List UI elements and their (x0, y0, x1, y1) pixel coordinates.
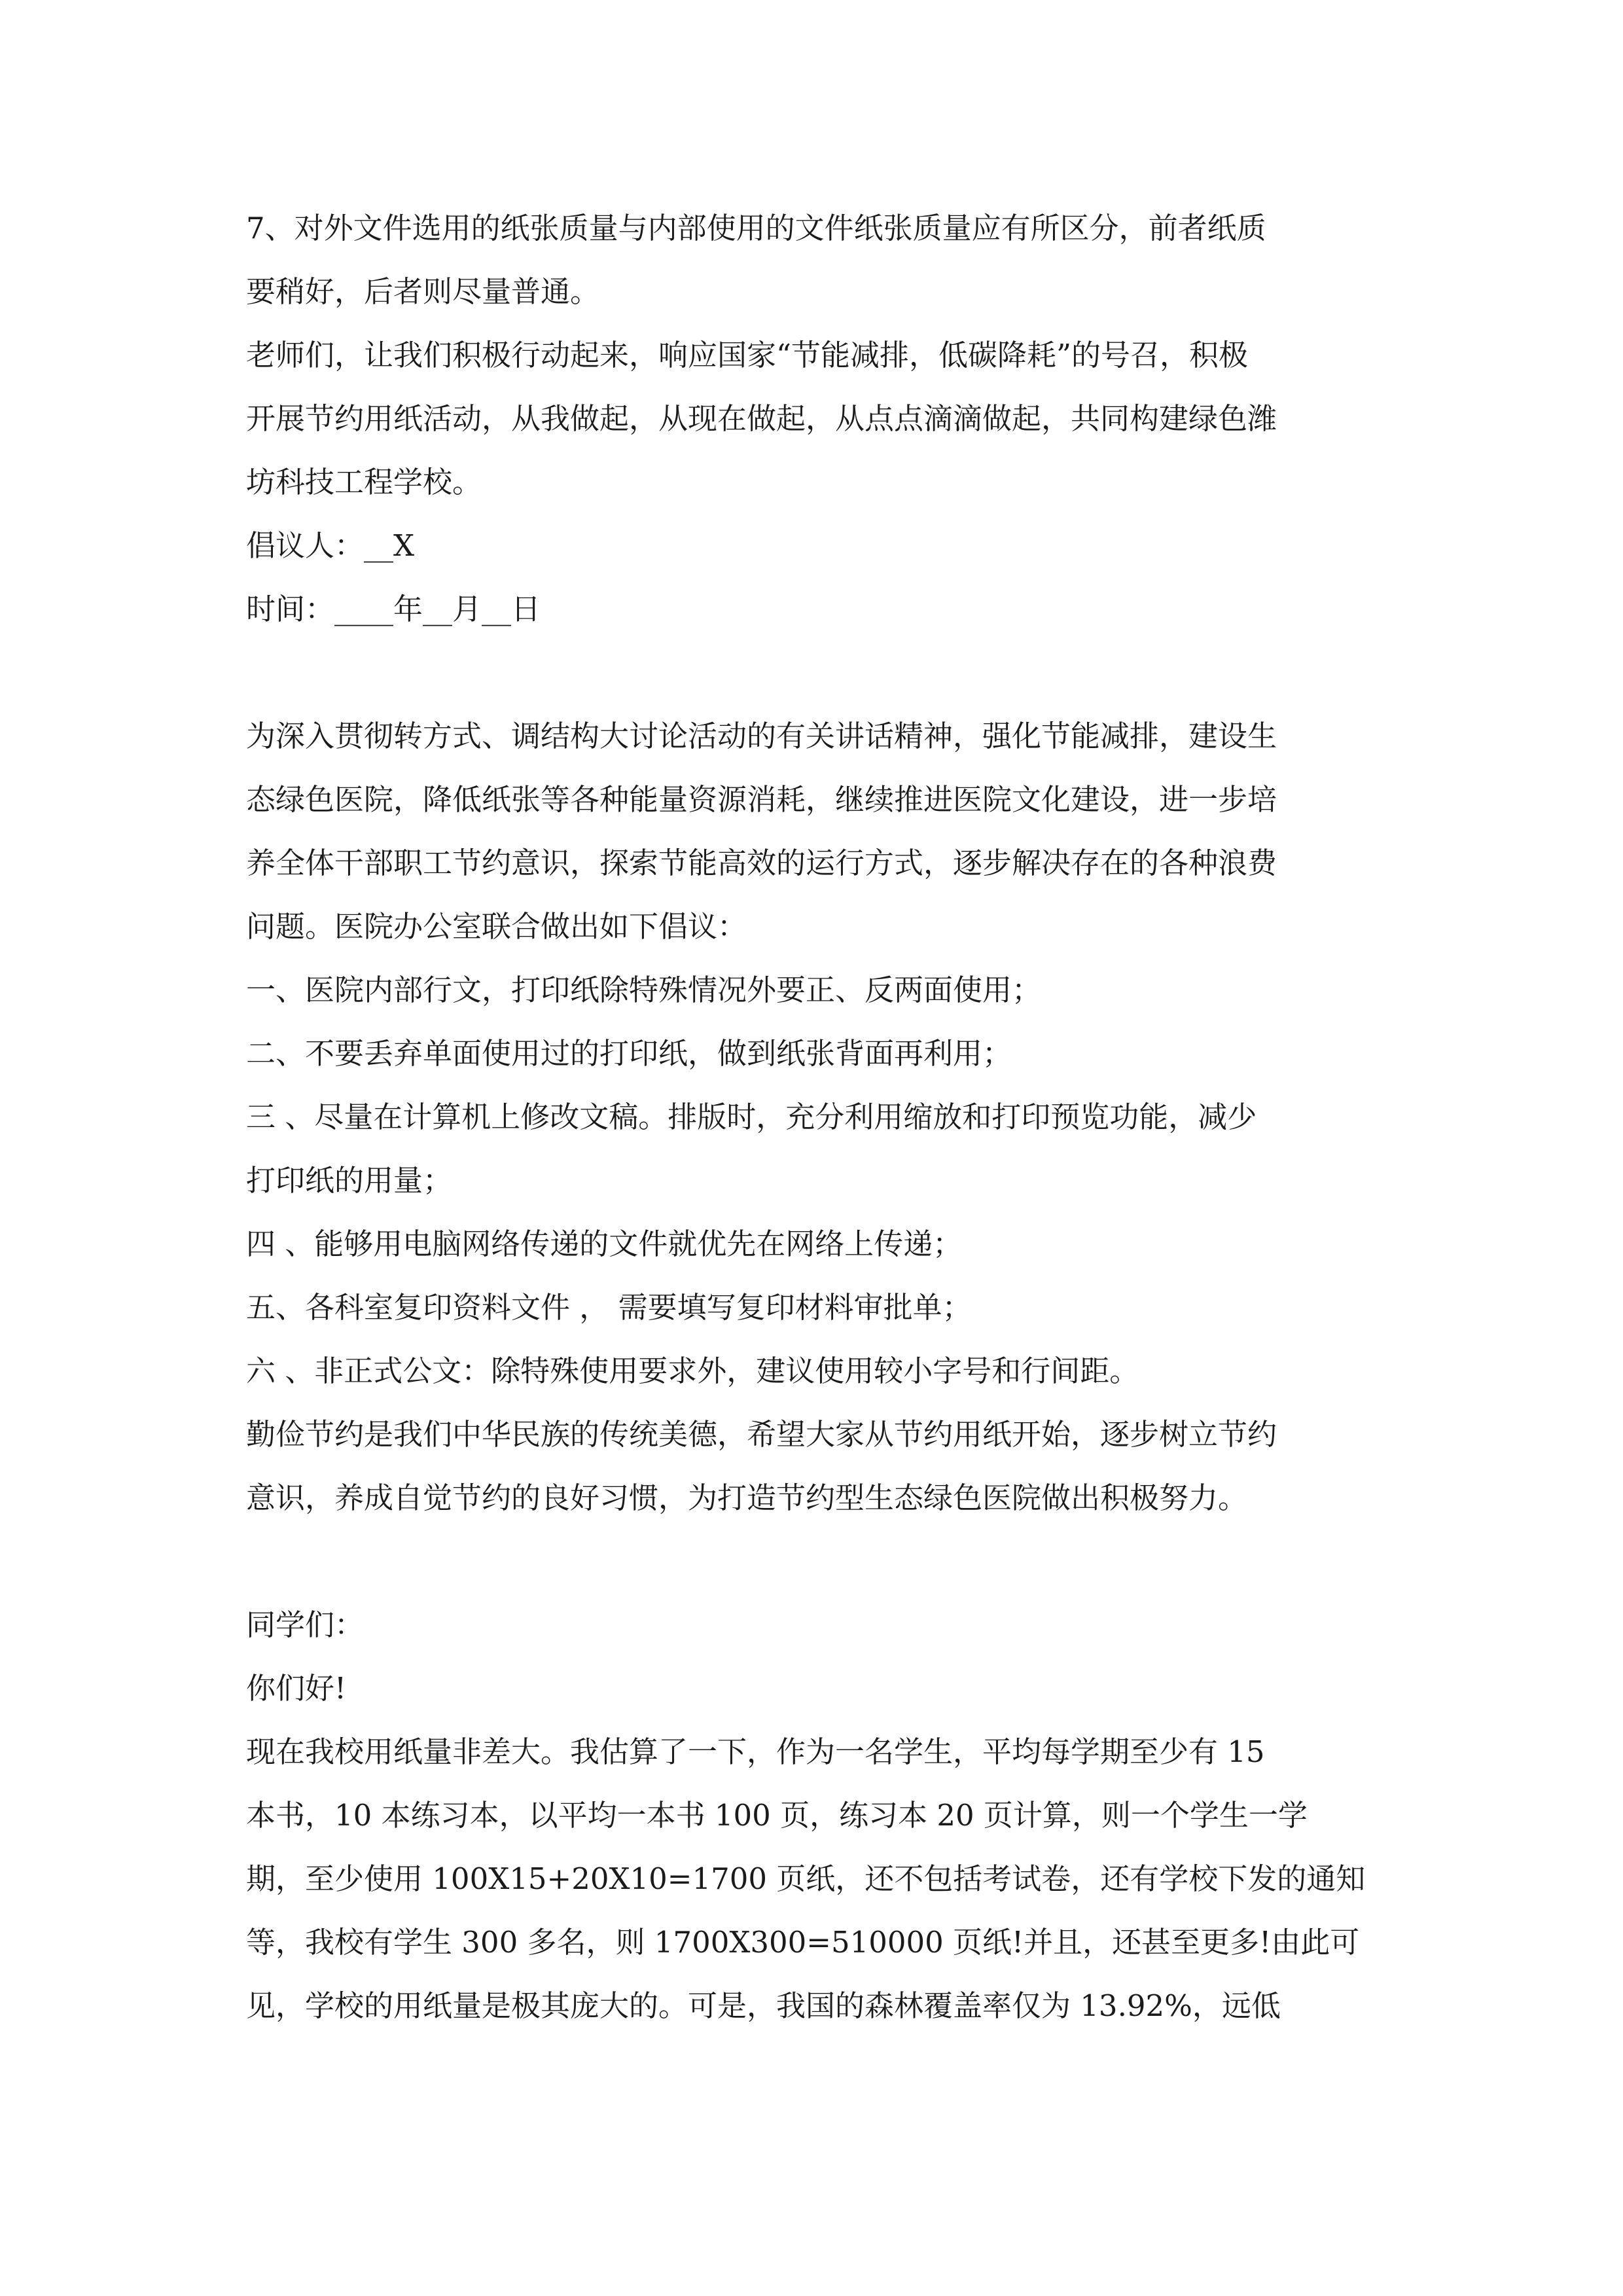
list-item: 五、各科室复印资料文件 ， 需要填写复印材料审批单； (246, 1290, 972, 1325)
section-gap (246, 1530, 1382, 1593)
list-item: 二、不要丢弃单面使用过的打印纸，做到纸张背面再利用； (246, 1036, 1012, 1071)
list-item: 四 、能够用电脑网络传递的文件就优先在网络上传递； (246, 1227, 963, 1261)
paragraph-line: 开展节约用纸活动，从我做起，从现在做起，从点点滴滴做起，共同构建绿色潍 (246, 401, 1277, 436)
paragraph-line: 意识，养成自觉节约的良好习惯，为打造节约型生态绿色医院做出积极努力。 (246, 1480, 1248, 1515)
date-line: 时间：____年__月__日 (246, 592, 541, 626)
list-item: 六 、非正式公文：除特殊使用要求外，建议使用较小字号和行间距。 (246, 1354, 1139, 1388)
section-gap (246, 641, 1382, 704)
list-item: 三 、尽量在计算机上修改文稿。排版时，充分利用缩放和打印预览功能，减少 (246, 1100, 1257, 1134)
paragraph-line: 坊科技工程学校。 (246, 465, 482, 499)
paragraph-line: 问题。医院办公室联合做出如下倡议： (246, 909, 747, 944)
list-item-continued: 打印纸的用量； (246, 1163, 453, 1198)
paragraph-line: 为深入贯彻转方式、调结构大讨论活动的有关讲话精神，强化节能减排，建设生 (246, 719, 1277, 753)
initiator-line: 倡议人：__X (246, 528, 415, 563)
paragraph-line: 现在我校用纸量非差大。我估算了一下，作为一名学生，平均每学期至少有 15 (246, 1734, 1265, 1769)
paragraph-line: 期，至少使用 100X15+20X10=1700 页纸，还不包括考试卷，还有学校下发的通知 (246, 1861, 1366, 1896)
section-hospital-proposal (246, 704, 1382, 1530)
paragraph-line: 见，学校的用纸量是极其庞大的。可是，我国的森林覆盖率仅为 13.92%，远低 (246, 1988, 1281, 2023)
paragraph-line: 老师们，让我们积极行动起来，响应国家“节能减排，低碳降耗”的号召，积极 (246, 338, 1249, 372)
paragraph-line: 等，我校有学生 300 多名，则 1700X300=510000 页纸!并且，还甚至更多!由此可 (246, 1925, 1360, 1960)
document-body (246, 196, 1382, 2037)
list-item: 一、医院内部行文，打印纸除特殊情况外要正、反两面使用； (246, 973, 1042, 1007)
salutation: 同学们： (246, 1607, 365, 1642)
paragraph-line: 要稍好，后者则尽量普通。 (246, 274, 600, 309)
paragraph-line: 养全体干部职工节约意识，探索节能高效的运行方式，逐步解决存在的各种浪费 (246, 846, 1277, 880)
paragraph-line: 本书，10 本练习本，以平均一本书 100 页，练习本 20 页计算，则一个学生一学 (246, 1798, 1308, 1833)
paragraph-line: 态绿色医院，降低纸张等各种能量资源消耗，继续推进医院文化建设，进一步培 (246, 782, 1277, 817)
paragraph-line: 7、对外文件选用的纸张质量与内部使用的文件纸张质量应有所区分，前者纸质 (246, 211, 1266, 245)
section-paper-quality (246, 196, 1382, 641)
paragraph-line: 勤俭节约是我们中华民族的传统美德，希望大家从节约用纸开始，逐步树立节约 (246, 1417, 1277, 1452)
greeting: 你们好! (246, 1671, 347, 1706)
section-student-letter (246, 1593, 1382, 2037)
